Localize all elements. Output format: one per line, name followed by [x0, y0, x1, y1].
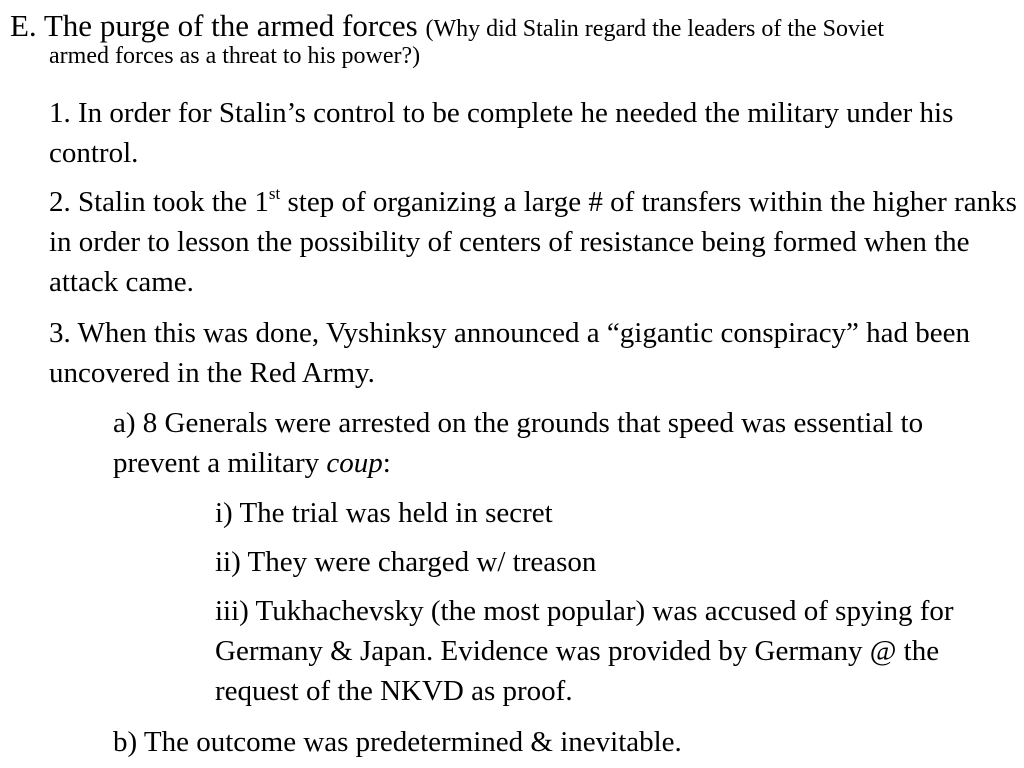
subsubpoint-iii	[215, 591, 1005, 711]
point-1-text: 1. In order for Stalin’s control to be complete he needed the military under his control.	[49, 97, 954, 169]
subpoint-b-text: b) The outcome was predetermined & inevitable.	[113, 726, 682, 758]
point-2-superscript: st	[268, 184, 281, 203]
point-2-text-start: 2. Stalin took the 1	[49, 186, 269, 218]
subsubpoint-ii	[215, 542, 1005, 582]
slide-heading	[10, 8, 1015, 70]
point-3	[49, 313, 1019, 393]
subpoint-a-colon: :	[382, 447, 391, 479]
heading-title: E. The purge of the armed forces	[10, 8, 418, 43]
point-2-text-end: step of organizing a large # of transfers within the higher ranks in order to lesson the possibility of centers of resistance being formed when the attack came.	[49, 186, 1017, 298]
subpoint-a	[113, 403, 1013, 483]
subsubpoint-iii-text: iii) Tukhachevsky (the most popular) was accused of spying for Germany & Japan. Evidence was provided by Germany @ the request of the NKVD as proof.	[215, 595, 954, 707]
subpoint-b	[113, 722, 1013, 762]
point-3-text: 3. When this was done, Vyshinksy announced a “gigantic conspiracy” had been uncovered in the Red Army.	[49, 317, 971, 389]
heading-question-line1: (Why did Stalin regard the leaders of the Soviet	[425, 16, 885, 42]
subpoint-a-italic: coup	[326, 447, 383, 479]
subpoint-a-text: a) 8 Generals were arrested on the grounds that speed was essential to prevent a military	[113, 407, 924, 479]
subsubpoint-i	[215, 493, 1005, 533]
point-1	[49, 93, 1019, 173]
subsubpoint-ii-text: ii) They were charged w/ treason	[215, 546, 597, 578]
subsubpoint-i-text: i) The trial was held in secret	[215, 497, 553, 529]
point-2	[49, 182, 1019, 302]
heading-question-line2: armed forces as a threat to his power?)	[49, 43, 421, 69]
